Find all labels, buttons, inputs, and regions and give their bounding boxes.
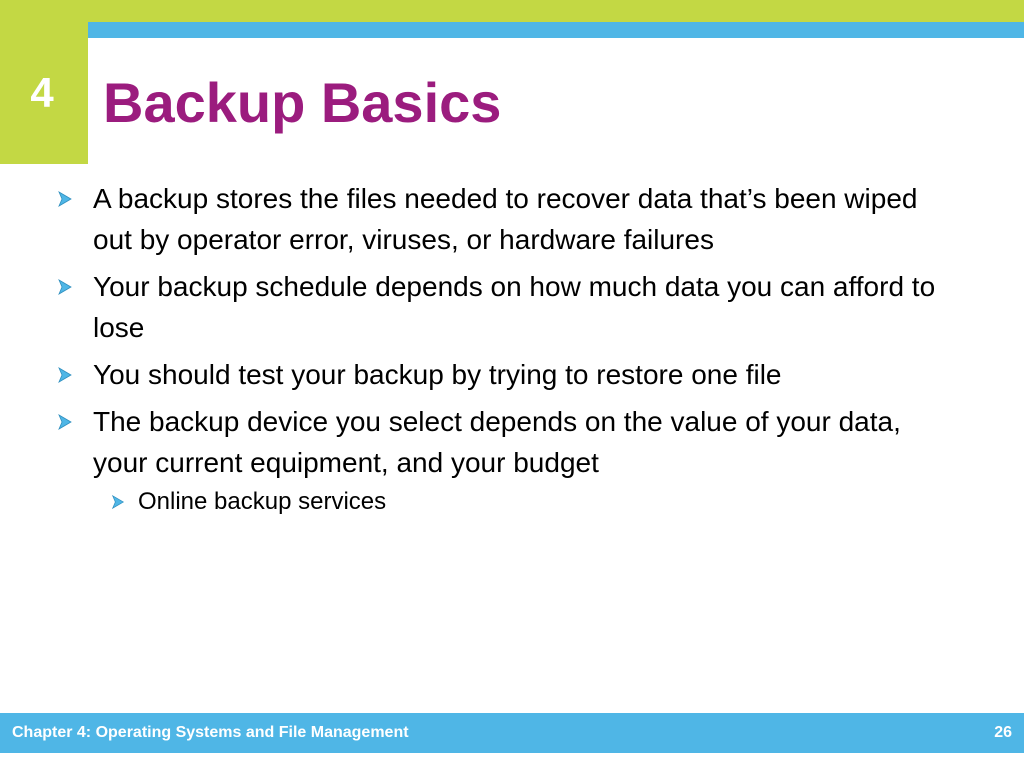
bullet-item — [56, 354, 956, 395]
bullet-text: A backup stores the files needed to recover data that’s been wiped out by operator error, viruses, or hardware failures — [93, 183, 918, 255]
chapter-block — [0, 22, 88, 164]
top-blue-strip — [88, 22, 1024, 38]
bullet-text: Your backup schedule depends on how much data you can afford to lose — [93, 271, 936, 343]
footer-bar — [0, 713, 1024, 753]
bullet-item — [56, 401, 956, 483]
page-number: 26 — [994, 724, 1012, 741]
arrow-bullet-icon — [56, 366, 74, 384]
sub-bullet-text: Online backup services — [138, 488, 387, 515]
bullet-text: You should test your backup by trying to restore one file — [93, 359, 782, 390]
slide-title: Backup Basics — [103, 71, 502, 134]
footer-chapter-label: Chapter 4: Operating Systems and File Management — [12, 724, 409, 741]
bullet-item — [56, 266, 956, 348]
arrow-bullet-icon — [56, 413, 74, 431]
arrow-bullet-icon — [56, 278, 74, 296]
bullet-text: The backup device you select depends on the value of your data, your current equipment, and your budget — [93, 406, 901, 478]
sub-bullet-item — [56, 487, 956, 517]
bullet-item — [56, 178, 956, 260]
chapter-number: 4 — [30, 69, 54, 116]
arrow-bullet-icon — [56, 190, 74, 208]
top-accent-bar — [0, 0, 1024, 22]
bullet-list — [56, 178, 956, 517]
arrow-bullet-icon — [110, 494, 126, 510]
